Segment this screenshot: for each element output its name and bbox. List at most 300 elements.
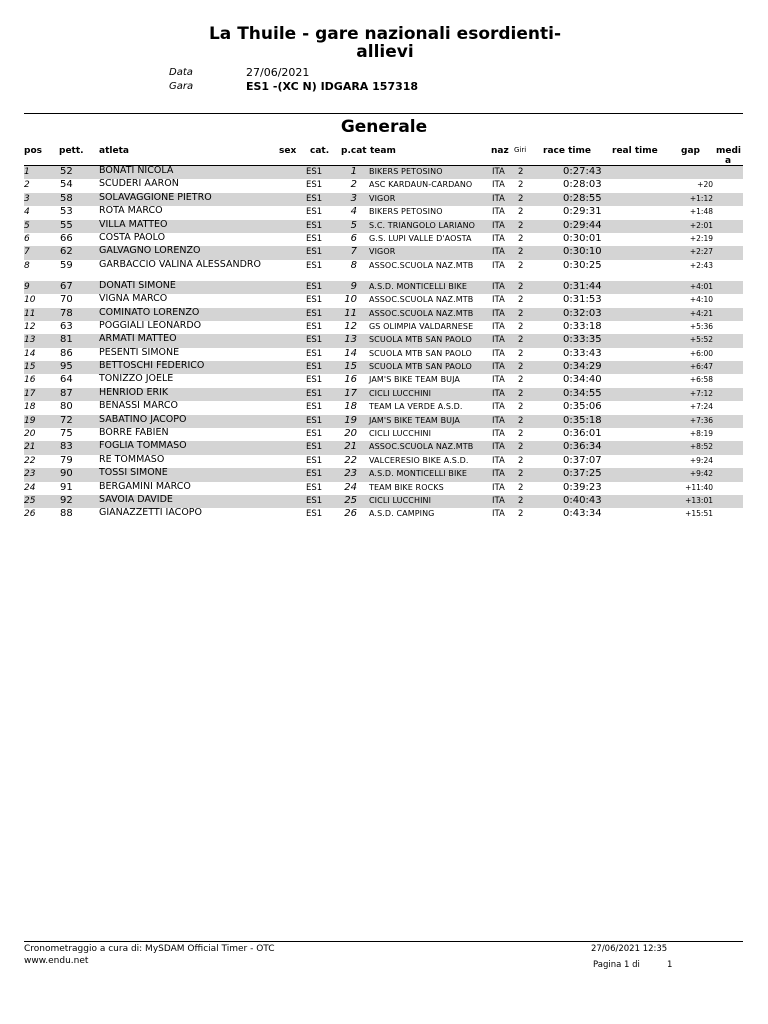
cell-time: 0:28:03 [563,179,602,191]
cell-giri: 2 [518,180,524,191]
cell-pcat: 4 [350,206,357,218]
cell-cat: ES1 [306,375,323,386]
cell-pos: 26 [24,509,36,520]
cell-naz: ITA [492,455,505,466]
cell-team: BIKERS PETOSINO [369,167,443,176]
cell-cat: ES1 [306,167,323,177]
cell-gap: +9:24 [689,455,713,465]
cell-giri: 2 [518,348,524,359]
cell-pett: 75 [60,428,73,440]
data-label: Data [169,67,193,78]
cell-naz: ITA [492,295,505,306]
cell-naz: ITA [492,388,505,399]
table-row [0,455,768,468]
cell-cat: ES1 [306,321,323,332]
cell-cat: ES1 [306,442,323,453]
cell-atleta: ROTA MARCO [99,205,163,217]
cell-pos: 19 [24,415,36,426]
cell-time: 0:43:34 [563,508,602,520]
cell-pos: 1 [24,167,30,177]
col-sex: sex [279,146,297,156]
cell-time: 0:34:29 [563,361,602,373]
cell-atleta: BERGAMINI MARCO [99,480,191,492]
cell-naz: ITA [492,167,505,177]
cell-atleta: COSTA PAOLO [99,231,166,243]
cell-gap: +6:47 [689,362,713,372]
cell-pcat: 6 [350,232,357,244]
cell-pcat: 23 [344,468,357,480]
cell-team: CICLI LUCCHINI [369,429,432,439]
cell-naz: ITA [492,335,505,346]
cell-giri: 2 [518,509,524,520]
cell-naz: ITA [492,482,505,493]
table-row [0,246,768,259]
cell-naz: ITA [492,429,505,440]
cell-pcat: 20 [344,428,357,440]
cell-pos: 8 [24,260,30,271]
cell-gap: +9:42 [689,469,713,479]
cell-time: 0:33:35 [563,334,602,346]
cell-pett: 58 [60,192,73,204]
col-pcat: p.cat [341,146,367,156]
col-race-time: race time [543,146,591,156]
cell-atleta: COMINATO LORENZO [99,306,200,318]
table-row [0,348,768,361]
table-row [0,361,768,374]
cell-naz: ITA [492,495,505,506]
table-row [0,334,768,347]
cell-atleta: PESENTI SIMONE [99,346,180,358]
page-total: 1 [667,960,673,970]
cell-cat: ES1 [306,180,323,191]
cell-atleta: DONATI SIMONE [99,279,176,291]
cell-gap: +20 [697,180,713,190]
cell-team: SCUOLA MTB SAN PAOLO [369,335,472,345]
table-row [0,220,768,233]
cell-cat: ES1 [306,233,323,244]
table-header [0,146,768,166]
cell-cat: ES1 [306,469,323,480]
table-row [0,321,768,334]
table-row [0,508,768,521]
cell-team: VIGOR [369,247,396,257]
cell-atleta: VIGNA MARCO [99,293,168,305]
cell-giri: 2 [518,335,524,346]
cell-pos: 24 [24,482,36,493]
cell-atleta: HENRIOD ERIK [99,386,169,398]
cell-gap: +8:52 [689,442,713,452]
cell-pett: 88 [60,508,73,520]
cell-gap: +4:01 [689,281,713,291]
cell-cat: ES1 [306,455,323,466]
cell-atleta: BETTOSCHI FEDERICO [99,360,205,372]
cell-pos: 11 [24,308,36,319]
cell-naz: ITA [492,260,505,271]
cell-giri: 2 [518,455,524,466]
cell-naz: ITA [492,281,505,292]
cell-naz: ITA [492,415,505,426]
cell-cat: ES1 [306,348,323,359]
cell-cat: ES1 [306,509,323,520]
cell-pett: 90 [60,468,73,480]
cell-atleta: TOSSI SIMONE [99,467,168,479]
cell-time: 0:33:43 [563,347,602,359]
cell-time: 0:30:25 [563,259,602,271]
cell-giri: 2 [518,375,524,386]
cell-time: 0:33:18 [563,320,602,332]
col-naz: naz [491,146,509,156]
cell-gap: +2:01 [689,220,713,230]
cell-team: ASSOC.SCUOLA NAZ.MTB [369,260,474,270]
col-cat: cat. [310,146,330,156]
title-line-2: allievi [356,42,414,62]
cell-team: JAM'S BIKE TEAM BUJA [369,375,460,385]
cell-pcat: 24 [344,481,357,493]
cell-pett: 91 [60,481,73,493]
cell-time: 0:30:10 [563,246,602,258]
cell-atleta: POGGIALI LEONARDO [99,319,202,331]
cell-cat: ES1 [306,308,323,319]
cell-pos: 9 [24,281,30,292]
cell-cat: ES1 [306,193,323,204]
cell-giri: 2 [518,295,524,306]
cell-pett: 87 [60,387,73,399]
cell-cat: ES1 [306,388,323,399]
col-media-line-2: a [725,156,732,166]
table-row [0,193,768,206]
col-team: team [370,146,396,156]
cell-team: VALCERESIO BIKE A.S.D. [369,455,469,465]
cell-time: 0:36:34 [563,441,602,453]
cell-cat: ES1 [306,295,323,306]
cell-naz: ITA [492,321,505,332]
cell-gap: +5:52 [689,335,713,345]
cell-pcat: 13 [344,334,357,346]
gara-value: ES1 -(XC N) IDGARA 157318 [246,80,419,93]
cell-team: ASC KARDAUN-CARDANO [369,180,473,190]
page-label: Pagina 1 di [593,960,640,970]
cell-atleta: RE TOMMASO [99,453,165,465]
cell-cat: ES1 [306,362,323,373]
cell-team: G.S. LUPI VALLE D'AOSTA [369,233,472,243]
cell-pett: 63 [60,320,73,332]
cell-gap: +6:00 [689,348,713,358]
cell-cat: ES1 [306,482,323,493]
cell-pcat: 11 [344,307,357,319]
cell-pcat: 7 [350,246,357,258]
cell-pos: 6 [24,233,30,244]
cell-pcat: 18 [344,401,357,413]
cell-atleta: GALVAGNO LORENZO [99,245,201,257]
cell-pcat: 16 [344,374,357,386]
cell-cat: ES1 [306,335,323,346]
cell-giri: 2 [518,193,524,204]
cell-giri: 2 [518,482,524,493]
cell-pcat: 5 [350,219,357,231]
cell-giri: 2 [518,415,524,426]
cell-atleta: BENASSI MARCO [99,400,178,412]
cell-naz: ITA [492,375,505,386]
cell-pett: 67 [60,280,73,292]
table-row [0,206,768,219]
cell-pos: 23 [24,469,36,480]
cell-pos: 3 [24,193,30,204]
cell-time: 0:40:43 [563,494,602,506]
cell-cat: ES1 [306,260,323,271]
cell-atleta: VILLA MATTEO [99,218,168,230]
cell-atleta: BORRE FABIEN [99,427,169,439]
cell-naz: ITA [492,362,505,373]
cell-pett: 53 [60,206,73,218]
cell-gap: +2:27 [689,247,713,257]
cell-giri: 2 [518,429,524,440]
cell-time: 0:32:03 [563,307,602,319]
cell-pett: 92 [60,494,73,506]
cell-time: 0:30:01 [563,232,602,244]
table-row [0,374,768,387]
cell-time: 0:39:23 [563,481,602,493]
cell-gap: +15:51 [685,509,713,519]
cell-cat: ES1 [306,402,323,413]
cell-pos: 13 [24,335,36,346]
cell-pett: 81 [60,334,73,346]
cell-giri: 2 [518,281,524,292]
table-row [0,260,768,281]
cell-pos: 21 [24,442,36,453]
cell-pett: 54 [60,179,73,191]
website-link[interactable]: www.endu.net [24,956,89,966]
table-row [0,388,768,401]
cell-time: 0:37:07 [563,454,602,466]
cell-giri: 2 [518,442,524,453]
cell-giri: 2 [518,167,524,177]
cell-cat: ES1 [306,281,323,292]
cell-atleta: SCUDERI AARON [99,178,179,190]
cell-team: CICLI LUCCHINI [369,495,432,505]
cell-cat: ES1 [306,429,323,440]
results-table [0,166,768,522]
cell-pcat: 17 [344,387,357,399]
cell-time: 0:29:44 [563,219,602,231]
cell-giri: 2 [518,362,524,373]
cell-pett: 83 [60,441,73,453]
col-media-line-1: medi [716,146,742,156]
cell-pos: 20 [24,429,36,440]
cell-naz: ITA [492,509,505,520]
cell-cat: ES1 [306,220,323,231]
cell-pos: 22 [24,455,36,466]
cell-pcat: 8 [350,259,357,271]
cell-pos: 12 [24,321,36,332]
cell-pett: 59 [60,259,73,271]
cell-team: TEAM BIKE ROCKS [369,482,444,492]
cell-pett: 86 [60,347,73,359]
cell-gap: +11:40 [685,482,713,492]
cell-pcat: 10 [344,294,357,306]
cell-pett: 79 [60,454,73,466]
cell-gap: +13:01 [685,495,713,505]
cell-pos: 17 [24,388,36,399]
cell-giri: 2 [518,495,524,506]
cell-team: A.S.D. MONTICELLI BIKE [369,469,467,479]
cell-cat: ES1 [306,207,323,218]
cell-giri: 2 [518,308,524,319]
title-line-1: La Thuile - gare nazionali esordienti- [208,24,562,44]
cell-naz: ITA [492,180,505,191]
table-row [0,166,768,179]
cell-pos: 25 [24,495,36,506]
cell-team: A.S.D. MONTICELLI BIKE [369,281,467,291]
cell-pos: 16 [24,375,36,386]
cell-giri: 2 [518,233,524,244]
cell-pcat: 19 [344,414,357,426]
cell-gap: +2:19 [689,233,713,243]
cell-naz: ITA [492,442,505,453]
col-giri: Giri [514,146,527,154]
col-atleta: atleta [99,146,129,156]
table-row [0,308,768,321]
col-gap: gap [681,146,700,156]
col-pos: pos [24,146,42,156]
cell-team: JAM'S BIKE TEAM BUJA [369,415,460,425]
cell-time: 0:35:06 [563,401,602,413]
col-real-time: real time [612,146,658,156]
top-divider [24,113,743,114]
table-row [0,495,768,508]
cell-gap: +6:58 [689,375,713,385]
cell-pcat: 9 [350,280,357,292]
cell-giri: 2 [518,321,524,332]
printed-timestamp: 27/06/2021 12:35 [591,944,668,954]
cell-team: A.S.D. CAMPING [369,509,435,519]
cell-pett: 62 [60,246,73,258]
cell-atleta: FOGLIA TOMMASO [99,440,187,452]
table-row [0,428,768,441]
cell-team: VIGOR [369,193,396,203]
cell-pcat: 1 [350,166,357,177]
cell-atleta: SABATINO JACOPO [99,413,187,425]
table-row [0,281,768,294]
cell-giri: 2 [518,247,524,258]
table-row [0,441,768,454]
cell-giri: 2 [518,388,524,399]
cell-cat: ES1 [306,495,323,506]
cell-cat: ES1 [306,247,323,258]
cell-naz: ITA [492,193,505,204]
cell-team: BIKERS PETOSINO [369,207,443,217]
cell-naz: ITA [492,402,505,413]
cell-atleta: SOLAVAGGIONE PIETRO [99,191,212,203]
cell-gap: +7:36 [689,415,713,425]
cell-team: GS OLIMPIA VALDARNESE [369,321,474,331]
cell-pos: 14 [24,348,36,359]
cell-time: 0:31:53 [563,294,602,306]
cell-pett: 95 [60,361,73,373]
cell-gap: +4:21 [689,308,713,318]
cell-time: 0:37:25 [563,468,602,480]
cell-pos: 10 [24,295,36,306]
cell-pcat: 22 [344,454,357,466]
page-title [170,25,600,61]
cell-naz: ITA [492,348,505,359]
cell-gap: +8:19 [689,429,713,439]
cell-gap: +7:12 [689,388,713,398]
cell-team: SCUOLA MTB SAN PAOLO [369,362,472,372]
cell-naz: ITA [492,233,505,244]
cell-pcat: 26 [344,508,357,520]
cell-time: 0:27:43 [563,166,602,177]
cell-pos: 18 [24,402,36,413]
cell-gap: +5:36 [689,321,713,331]
table-row [0,482,768,495]
cell-team: ASSOC.SCUOLA NAZ.MTB [369,295,474,305]
cell-atleta: GARBACCIO VALINA ALESSANDRO [99,258,262,270]
footer-divider [24,941,743,942]
cell-time: 0:36:01 [563,428,602,440]
table-row [0,294,768,307]
cell-pcat: 21 [344,441,357,453]
cell-naz: ITA [492,207,505,218]
cell-gap: +2:43 [689,260,713,270]
cell-pos: 5 [24,220,30,231]
table-row [0,233,768,246]
cell-time: 0:35:18 [563,414,602,426]
cell-gap: +1:12 [689,193,713,203]
cell-pett: 72 [60,414,73,426]
cell-pos: 15 [24,362,36,373]
cell-pos: 7 [24,247,30,258]
cell-pcat: 2 [350,179,357,191]
cell-pett: 55 [60,219,73,231]
table-row [0,468,768,481]
cell-naz: ITA [492,247,505,258]
cell-time: 0:29:31 [563,206,602,218]
cell-pett: 80 [60,401,73,413]
cell-time: 0:28:55 [563,192,602,204]
cell-pcat: 14 [344,347,357,359]
cell-time: 0:31:44 [563,280,602,292]
gara-label: Gara [169,81,194,92]
cell-gap: +1:48 [689,207,713,217]
cell-naz: ITA [492,308,505,319]
cell-atleta: BONATI NICOLA [99,165,174,176]
cell-gap: +4:10 [689,295,713,305]
cell-pett: 52 [60,166,73,177]
cell-pcat: 3 [350,192,357,204]
cell-time: 0:34:40 [563,374,602,386]
cell-team: ASSOC.SCUOLA NAZ.MTB [369,308,474,318]
cell-team: SCUOLA MTB SAN PAOLO [369,348,472,358]
col-media [716,146,741,166]
cell-pos: 2 [24,180,30,191]
section-title: Generale [340,117,428,137]
cell-team: TEAM LA VERDE A.S.D. [369,402,463,412]
cell-giri: 2 [518,207,524,218]
cell-atleta: GIANAZZETTI IACOPO [99,507,202,519]
cell-giri: 2 [518,220,524,231]
cell-time: 0:34:55 [563,387,602,399]
cell-pcat: 12 [344,320,357,332]
cell-giri: 2 [518,469,524,480]
cell-giri: 2 [518,260,524,271]
cell-giri: 2 [518,402,524,413]
cell-team: S.C. TRIANGOLO LARIANO [369,220,476,230]
cell-naz: ITA [492,469,505,480]
cell-atleta: ARMATI MATTEO [99,333,177,345]
cell-pett: 66 [60,232,73,244]
table-row [0,401,768,414]
cell-pett: 78 [60,307,73,319]
